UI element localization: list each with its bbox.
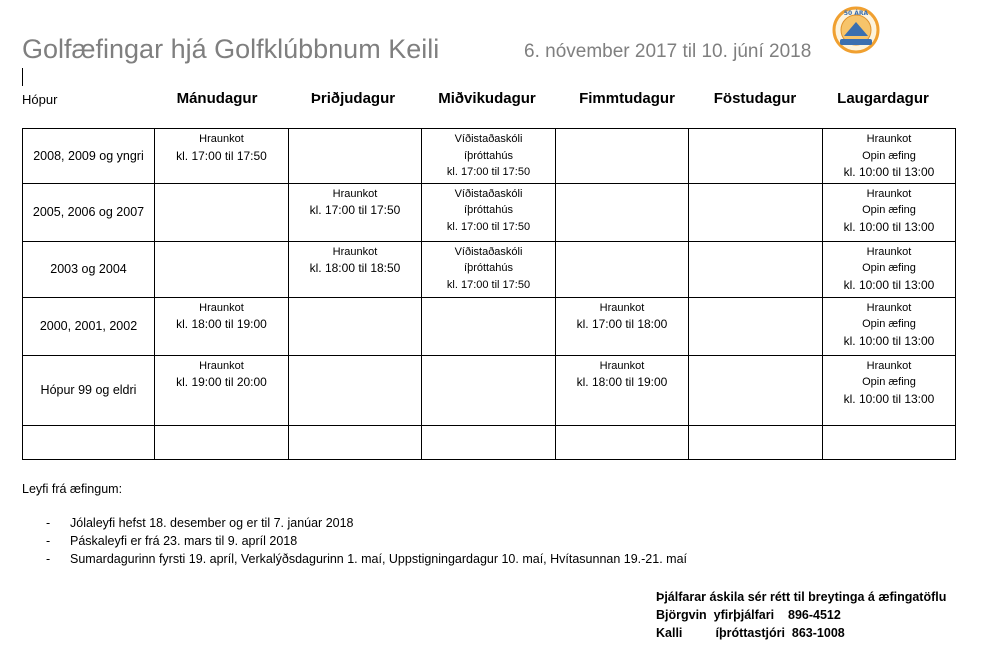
group-cell: 2008, 2009 og yngri <box>23 129 155 184</box>
coach-info <box>656 588 946 642</box>
cell-line: Hraunkot <box>866 187 912 200</box>
coach-phone: 863-1008 <box>791 626 845 640</box>
cell-line: kl. 10:00 til 13:00 <box>843 391 935 406</box>
schedule-cell <box>823 425 956 459</box>
schedule-cell <box>689 297 823 355</box>
schedule-cell <box>556 241 689 297</box>
club-logo <box>828 6 884 54</box>
schedule-cell <box>155 183 289 241</box>
schedule-cell <box>823 183 956 241</box>
bullet: - <box>46 516 51 530</box>
day-header-monday: Mánudagur <box>176 90 258 107</box>
schedule-cell <box>422 355 556 425</box>
schedule-table <box>22 128 956 460</box>
schedule-cell <box>289 183 422 241</box>
schedule-cell <box>689 355 823 425</box>
cell-line: kl. 17:00 til 17:50 <box>176 148 267 163</box>
cell-line: kl. 10:00 til 13:00 <box>843 219 935 234</box>
group-cell: 2003 og 2004 <box>23 241 155 297</box>
list-item <box>22 550 687 568</box>
group-cell: 2000, 2001, 2002 <box>23 297 155 355</box>
day-header-saturday: Laugardagur <box>837 90 929 107</box>
logo-text: 50 ÁRA <box>843 10 869 17</box>
schedule-cell <box>556 355 689 425</box>
table-row <box>23 355 956 425</box>
schedule-cell <box>155 355 289 425</box>
cell-line: kl. 17:00 til 17:50 <box>446 166 531 178</box>
cell-line: íþróttahús <box>464 262 513 274</box>
cell-line: íþróttahús <box>464 204 513 216</box>
schedule-cell <box>689 183 823 241</box>
schedule-cell <box>289 241 422 297</box>
cell-line: Víðistaðaskóli <box>454 187 523 200</box>
group-cell: 2005, 2006 og 2007 <box>23 183 155 241</box>
schedule-cell <box>556 297 689 355</box>
schedule-cell <box>289 297 422 355</box>
schedule-cell <box>422 129 556 184</box>
schedule-cell <box>556 183 689 241</box>
day-header-thursday: Fimmtudagur <box>579 90 675 107</box>
group-column-label: Hópur <box>22 92 58 107</box>
cell-line: kl. 17:00 til 18:00 <box>576 317 668 331</box>
page-title: Golfæfingar hjá Golfklúbbnum Keili <box>22 34 440 64</box>
schedule-cell <box>155 425 289 459</box>
cell-line: kl. 10:00 til 13:00 <box>843 165 935 179</box>
coach-name: Björgvin <box>656 608 707 622</box>
schedule-cell <box>422 241 556 297</box>
schedule-cell <box>823 355 956 425</box>
schedule-cell <box>422 425 556 459</box>
cell-line: Hraunkot <box>866 359 912 372</box>
schedule-cell <box>289 129 422 184</box>
cell-line: Opin æfing <box>862 149 916 162</box>
cell-line: Víðistaðaskóli <box>454 133 523 145</box>
notes-title: Leyfi frá æfingum: <box>22 482 123 496</box>
cell-line: kl. 17:00 til 17:50 <box>446 278 531 291</box>
list-item <box>22 514 687 532</box>
schedule-cell <box>689 129 823 184</box>
schedule-cell <box>689 241 823 297</box>
coach-line <box>656 606 946 624</box>
cell-line: Opin æfing <box>862 318 916 330</box>
table-row <box>23 297 956 355</box>
schedule-cell <box>422 297 556 355</box>
cell-line: kl. 17:00 til 17:50 <box>446 220 531 233</box>
cell-line: Hraunkot <box>332 187 378 200</box>
cell-line: Hraunkot <box>866 245 912 258</box>
cell-line: íþróttahús <box>464 149 513 162</box>
schedule-cell <box>823 241 956 297</box>
coach-phone: 896-4512 <box>788 608 841 622</box>
coach-role: yfirþjálfari <box>713 608 775 622</box>
cell-line: Hraunkot <box>199 133 244 145</box>
schedule-cell <box>556 129 689 184</box>
notes-list <box>22 514 687 568</box>
schedule-cell <box>689 425 823 459</box>
schedule-cell <box>823 297 956 355</box>
cell-line: Hraunkot <box>199 301 244 314</box>
cell-line: Opin æfing <box>862 262 916 274</box>
day-header-wednesday: Miðvikudagur <box>438 90 536 107</box>
cell-line: kl. 17:00 til 17:50 <box>309 203 401 217</box>
day-header-friday: Föstudagur <box>713 90 797 107</box>
schedule-cell <box>289 355 422 425</box>
cell-line: kl. 10:00 til 13:00 <box>843 277 935 292</box>
cell-line: Hraunkot <box>332 245 378 258</box>
cell-line: Hraunkot <box>599 301 645 314</box>
cell-line: kl. 18:00 til 19:00 <box>176 317 267 331</box>
group-cell <box>23 425 155 459</box>
schedule-cell <box>155 129 289 184</box>
coach-role: íþróttastjóri <box>715 626 785 640</box>
bullet: - <box>46 534 51 548</box>
cell-line: kl. 10:00 til 13:00 <box>843 333 935 348</box>
cell-line: Hraunkot <box>599 359 645 372</box>
cell-line: kl. 19:00 til 20:00 <box>176 375 267 389</box>
cell-line: Víðistaðaskóli <box>454 245 523 258</box>
text-cursor <box>22 68 23 86</box>
note-text: Jólaleyfi hefst 18. desember og er til 7. janúar 2018 <box>70 516 354 530</box>
cell-line: kl. 18:00 til 19:00 <box>576 375 668 389</box>
coach-name: Kalli <box>656 626 683 640</box>
cell-line: kl. 18:00 til 18:50 <box>309 261 401 275</box>
schedule-cell <box>155 241 289 297</box>
day-header-tuesday: Þriðjudagur <box>310 90 396 107</box>
table-row <box>23 241 956 297</box>
bullet: - <box>46 552 51 566</box>
disclaimer: Þjálfarar áskila sér rétt til breytinga á æfingatöflu <box>656 590 947 604</box>
cell-line: Opin æfing <box>862 204 916 216</box>
cell-line: Opin æfing <box>862 376 916 388</box>
schedule-cell <box>823 129 956 184</box>
table-row <box>23 183 956 241</box>
cell-line: Hraunkot <box>199 359 244 372</box>
schedule-cell <box>155 297 289 355</box>
date-range: 6. nóvember 2017 til 10. júní 2018 <box>524 41 812 62</box>
cell-line: Hraunkot <box>866 301 912 314</box>
note-text: Páskaleyfi er frá 23. mars til 9. apríl 2018 <box>70 534 298 548</box>
schedule-cell <box>289 425 422 459</box>
group-cell: Hópur 99 og eldri <box>23 355 155 425</box>
cell-line: Hraunkot <box>866 133 912 145</box>
list-item <box>22 532 687 550</box>
table-row <box>23 425 956 459</box>
schedule-cell <box>556 425 689 459</box>
note-text: Sumardagurinn fyrsti 19. apríl, Verkalýðsdagurinn 1. maí, Uppstigningardagur 10. maí, Hvítasunnan 19.-21. maí <box>70 552 687 566</box>
coach-line <box>656 624 946 642</box>
table-row <box>23 129 956 184</box>
schedule-cell <box>422 183 556 241</box>
